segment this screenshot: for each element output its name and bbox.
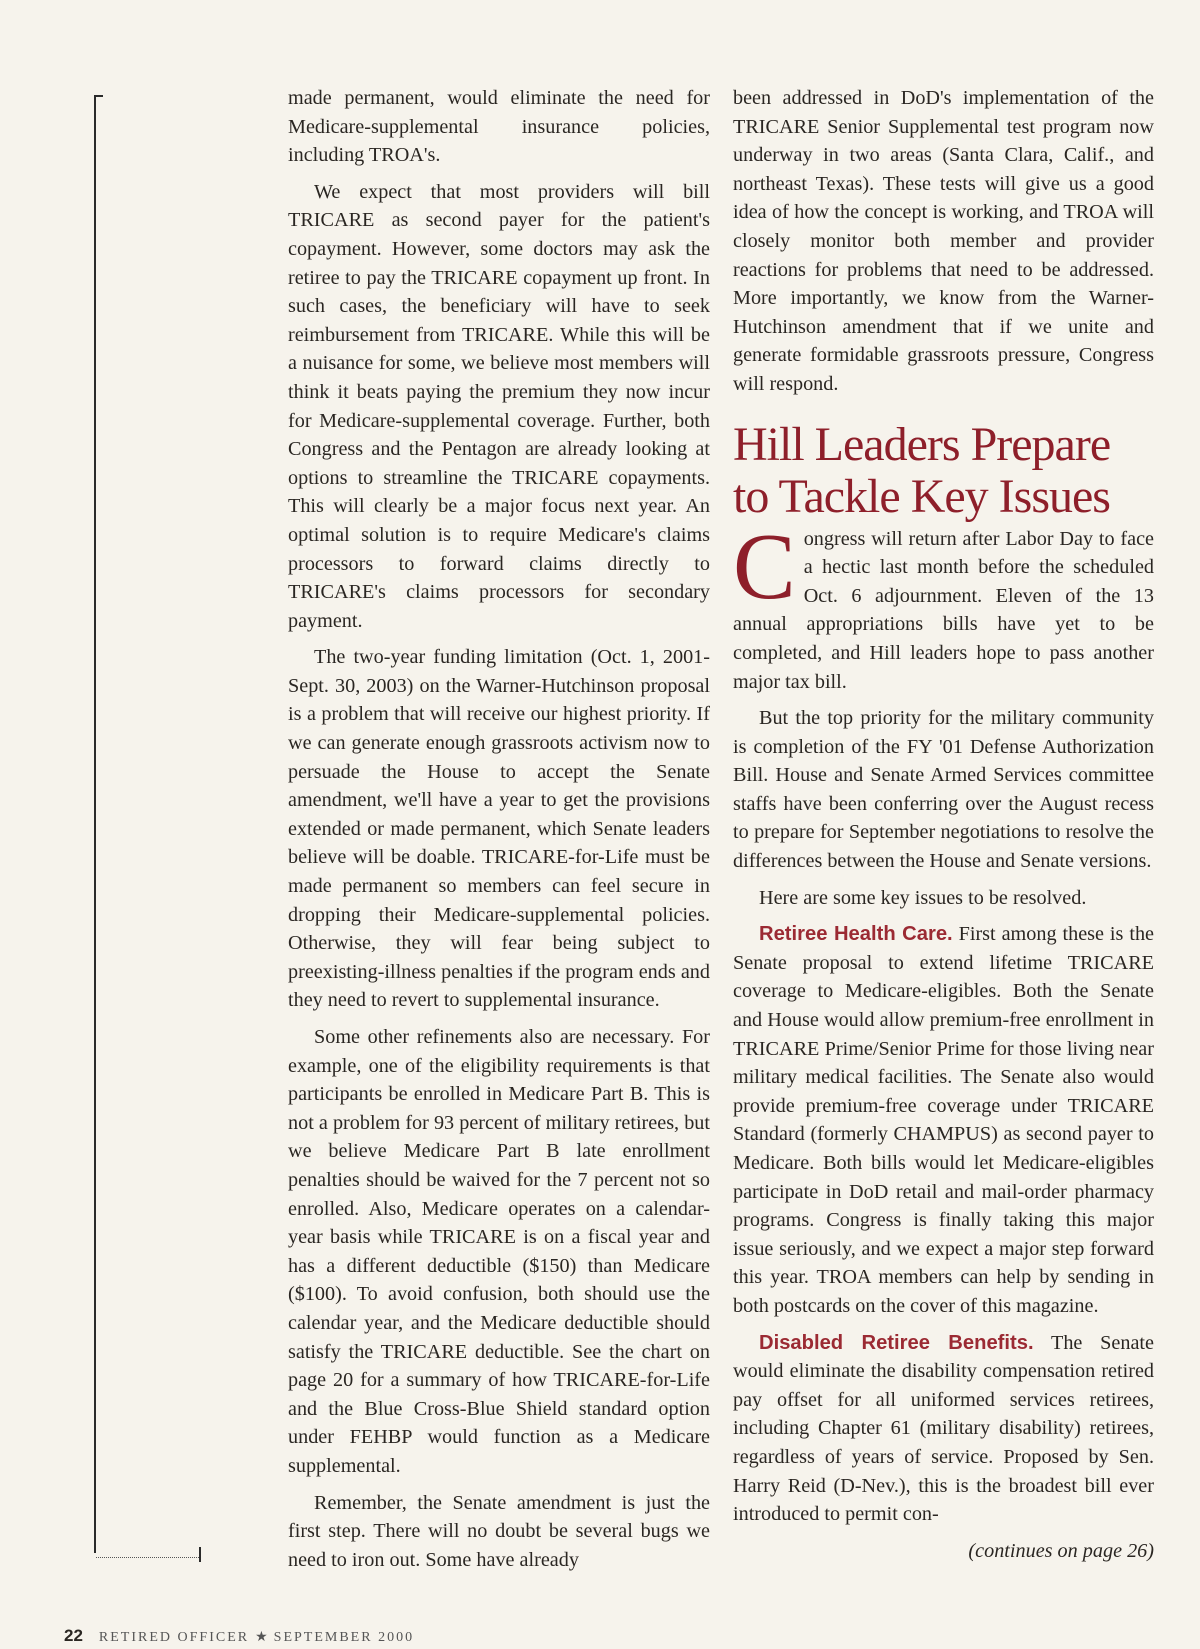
sidebar-rule-bottom-tick	[199, 1547, 201, 1562]
article-headline	[733, 419, 1154, 523]
body-paragraph: But the top priority for the military community is completion of the FY '01 Defense Authorization Bill. House and Senate Armed Services committee staffs have been conferring over the August recess to prepare for September negotiations to resolve the differences between the House and Senate versions.	[733, 707, 1154, 873]
section-disabled-retiree-benefits	[733, 1329, 1154, 1529]
sidebar-rule	[94, 95, 96, 1553]
continuation-note: (continues on page 26)	[968, 1539, 1154, 1562]
headline-line-1: Hill Leaders Prepare	[733, 417, 1111, 471]
body-paragraph: Remember, the Senate amendment is just the first step. There will no doubt be several bugs we need to iron out. Some have already	[288, 1491, 710, 1571]
section-retiree-health-care	[733, 920, 1154, 1320]
page-footer	[64, 1626, 414, 1646]
drop-cap: C	[733, 514, 796, 619]
body-paragraph: We expect that most providers will bill TRICARE as second payer for the patient's copayment. However, some doctors may ask the retiree to pay the TRICARE copayment up front. In such cases, the beneficiary will have to seek reimbursement from TRICARE. While this will be a nuisance for some, we believe most members will think it beats paying the premium they now incur for Medicare-supplemental coverage. Further, both Congress and the Pentagon are already looking at options to streamline the TRICARE copayments. This will clearly be a major focus next year. An optimal solution is to require Medicare's claims processors to forward claims directly to TRICARE's claims processors for secondary payment.	[288, 180, 710, 632]
page-number: 22	[64, 1626, 83, 1645]
body-paragraph: made permanent, would eliminate the need for Medicare-supplemental insurance policies, including TROA's.	[288, 87, 710, 167]
lead-paragraph-text: ongress will return after Labor Day to face a hectic last month before the scheduled Oct. 6 adjournment. Eleven of the 13 annual appropriations bills have yet to be completed, and Hill leaders hope to pass another major tax bill.	[733, 527, 1154, 693]
sidebar-dotted-rule	[96, 1557, 199, 1558]
sidebar-rule-top-tick	[94, 95, 103, 97]
star-separator-icon: ★	[255, 1630, 268, 1645]
left-column	[288, 84, 710, 1582]
right-column	[733, 84, 1154, 1573]
body-paragraph: been addressed in DoD's implementation of the TRICARE Senior Supplemental test program now underway in two areas (Santa Clara, Calif., and northeast Texas). These tests will give us a good idea of how the concept is working, and TROA will closely monitor both member and provider reactions for problems that need to be addressed. More importantly, we know from the Warner-Hutchinson amendment that if we unite and generate formidable grassroots pressure, Congress will respond.	[733, 87, 1154, 395]
headline-line-2: to Tackle Key Issues	[733, 469, 1110, 523]
section-text: First among these is the Senate proposal to extend lifetime TRICARE coverage to Medicare-eligibles. Both the Senate and House would allow premium-free enrollment in TRICARE Prime/Senior Prime for those living near military medical facilities. The Senate also would provide premium-free coverage under TRICARE Standard (formerly CHAMPUS) as second payer to Medicare. Both bills would let Medicare-eligibles participate in DoD retail and mail-order pharmacy programs. Congress is finally taking this major issue seriously, and we expect a major step forward this year. TROA members can help by sending in both postcards on the cover of this magazine.	[733, 923, 1154, 1317]
section-heading: Disabled Retiree Benefits.	[759, 1331, 1034, 1354]
section-text: The Senate would eliminate the disability compensation retired pay offset for all uniformed services retirees, including Chapter 61 (military disability) retirees, regardless of years of service. Proposed by Sen. Harry Reid (D-Nev.), this is the broadest bill ever introduced to permit con-	[733, 1331, 1154, 1526]
publication-name: RETIRED OFFICER	[98, 1630, 250, 1645]
section-heading: Retiree Health Care.	[759, 923, 953, 946]
body-paragraph: Here are some key issues to be resolved.	[759, 886, 1087, 909]
body-paragraph: Some other refinements also are necessary. For example, one of the eligibility requirements is that participants be enrolled in Medicare Part B. This is not a problem for 93 percent of military retirees, but we believe Medicare Part B late enrollment penalties should be waived for the 7 percent not so enrolled. Also, Medicare operates on a calendar-year basis while TRICARE is on a fiscal year and has a different deductible ($150) than Medicare ($100). To avoid confusion, both should use the calendar year, and the Medicare deductible should satisfy the TRICARE deductible. See the chart on page 20 for a summary of how TRICARE-for-Life and the Blue Cross-Blue Shield standard option under FEHBP would function as a Medicare supplemental.	[288, 1026, 710, 1477]
issue-date: SEPTEMBER 2000	[273, 1630, 415, 1645]
lead-paragraph	[733, 514, 1154, 697]
body-paragraph: The two-year funding limitation (Oct. 1, 2001-Sept. 30, 2003) on the Warner-Hutchinson proposal is a problem that will receive our highest priority. If we can generate enough grassroots activism now to persuade the House to accept the Senate amendment, we'll have a year to get the provisions extended or made permanent, which Senate leaders believe will be doable. TRICARE-for-Life must be made permanent so members can feel secure in dropping their Medicare-supplemental policies. Otherwise, they will fear being subject to preexisting-illness penalties if the program ends and they need to revert to supplemental insurance.	[288, 646, 710, 1012]
